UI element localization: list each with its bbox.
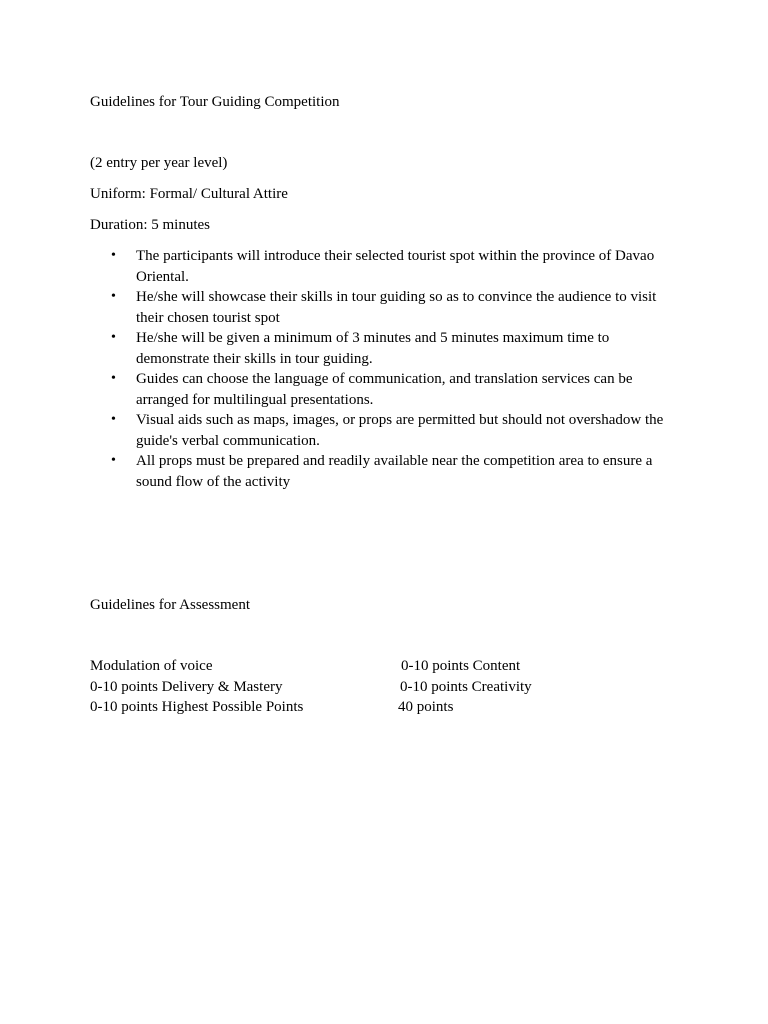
list-item-text: The participants will introduce their selected tourist spot within the province of Davao Oriental.: [136, 248, 655, 285]
list-item: [90, 369, 680, 410]
list-item-text: All props must be prepared and readily available near the competition area to ensure a sound flow of the activity: [136, 453, 653, 490]
document-title: Guidelines for Tour Guiding Competition: [90, 94, 340, 110]
guidelines-list: [90, 246, 680, 492]
list-item-text: He/she will be given a minimum of 3 minutes and 5 minutes maximum time to demonstrate their skills in tour guiding.: [136, 330, 610, 367]
list-item-text: Visual aids such as maps, images, or props are permitted but should not overshadow the guide's verbal communication.: [136, 412, 664, 449]
bullet-icon: •: [111, 453, 116, 468]
entry-note: (2 entry per year level): [90, 155, 228, 171]
uniform-line: Uniform: Formal/ Cultural Attire: [90, 186, 288, 202]
assessment-row-right: 0-10 points Content: [401, 658, 521, 674]
list-item: [90, 451, 680, 492]
bullet-icon: •: [111, 248, 116, 263]
bullet-icon: •: [111, 289, 116, 304]
assessment-row-left: Modulation of voice: [90, 658, 213, 674]
list-item-text: He/she will showcase their skills in tour guiding so as to convince the audience to visit their chosen tourist spot: [136, 289, 657, 326]
assessment-row-right: 40 points: [398, 699, 454, 715]
assessment-row-left: 0-10 points Delivery & Mastery: [90, 679, 283, 695]
list-item: [90, 410, 680, 451]
assessment-row-right: 0-10 points Creativity: [400, 679, 532, 695]
bullet-icon: •: [111, 371, 116, 386]
list-item: [90, 246, 680, 287]
list-item-text: Guides can choose the language of communication, and translation services can be arranged for multilingual presentations.: [136, 371, 633, 408]
list-item: [90, 287, 680, 328]
list-item: [90, 328, 680, 369]
assessment-title: Guidelines for Assessment: [90, 597, 250, 613]
duration-line: Duration: 5 minutes: [90, 217, 210, 233]
assessment-row: [90, 677, 690, 697]
assessment-row-left: 0-10 points Highest Possible Points: [90, 699, 304, 715]
bullet-icon: •: [111, 412, 116, 427]
assessment-row: [90, 697, 690, 717]
bullet-icon: •: [111, 330, 116, 345]
assessment-row: [90, 656, 690, 676]
